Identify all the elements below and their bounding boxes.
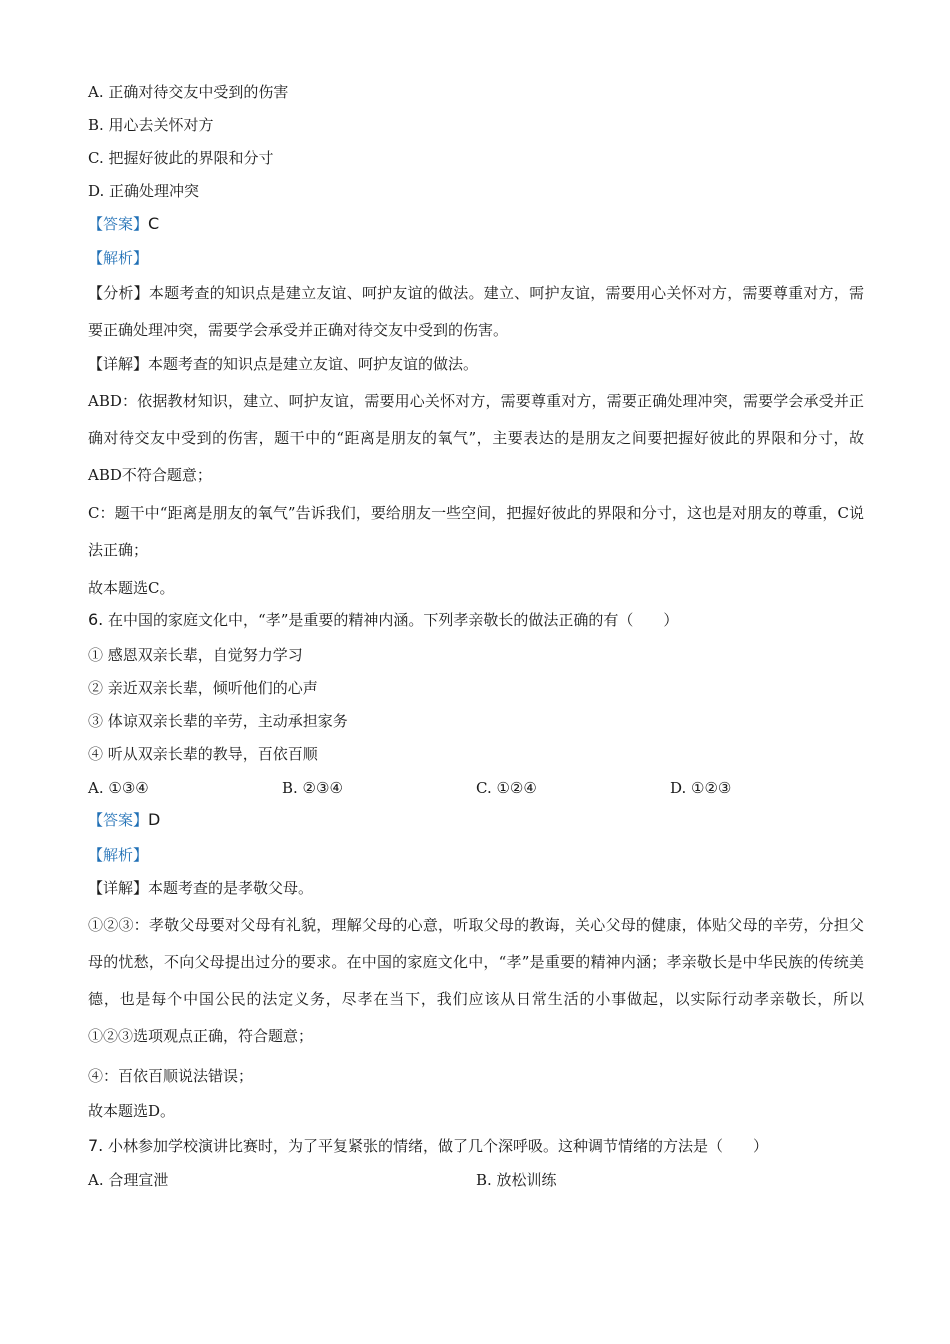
q6-option-c: C. ①②④ — [476, 779, 537, 797]
q6-number: 6. — [88, 610, 104, 629]
q5-option-d: D. 正确处理冲突 — [88, 182, 200, 200]
q5-conclusion: 故本题选C。 — [88, 579, 175, 597]
answer-tag: 【答案】 — [88, 811, 149, 829]
q5-option-c: C. 把握好彼此的界限和分寸 — [88, 149, 274, 167]
q6-item-4: ④ 听从双亲长辈的教导，百依百顺 — [88, 745, 318, 763]
q6-answer-line — [88, 810, 160, 830]
q7-stem-line — [88, 1136, 768, 1156]
q5-xiangjie: 【详解】本题考查的知识点是建立友谊、呵护友谊的做法。 — [88, 355, 479, 373]
q6-xiangjie: 【详解】本题考查的是孝敬父母。 — [88, 879, 314, 897]
q7-stem: 小林参加学校演讲比赛时，为了平复紧张的情绪，做了几个深呼吸。这种调节情绪的方法是（ ） — [108, 1137, 769, 1155]
q5-analysis-tag — [88, 248, 148, 268]
q5-answer-line — [88, 214, 159, 234]
analysis-tag: 【解析】 — [88, 846, 149, 864]
q7-option-a: A. 合理宣泄 — [88, 1171, 169, 1189]
q6-option-b: B. ②③④ — [282, 779, 343, 797]
q6-item-1: ① 感恩双亲长辈，自觉努力学习 — [88, 646, 303, 664]
q6-option-a: A. ①③④ — [88, 779, 149, 797]
q6-item-2: ② 亲近双亲长辈，倾听他们的心声 — [88, 679, 318, 697]
q6-stem-line — [88, 610, 678, 630]
answer-tag: 【答案】 — [88, 215, 149, 233]
analysis-tag: 【解析】 — [88, 249, 149, 267]
q5-option-b: B. 用心去关怀对方 — [88, 116, 214, 134]
q6-item-3: ③ 体谅双亲长辈的辛劳，主动承担家务 — [88, 712, 348, 730]
q7-number: 7. — [88, 1136, 104, 1155]
answer-value: C — [148, 214, 160, 233]
q5-option-a: A. 正确对待交友中受到的伤害 — [88, 83, 289, 101]
fenxi-tag: 【分析】 — [88, 284, 149, 302]
q6-stem: 在中国的家庭文化中，“孝”是重要的精神内涵。下列孝亲敬长的做法正确的有（ ） — [108, 611, 679, 629]
q6-option-d: D. ①②③ — [670, 779, 732, 797]
q7-option-b: B. 放松训练 — [476, 1171, 557, 1189]
q6-explanation-123: ①②③：孝敬父母要对父母有礼貌，理解父母的心意，听取父母的教诲，关心父母的健康，体贴父母的辛劳，分担父母的忧愁，不向父母提出过分的要求。在中国的家庭文化中，“孝”是重要的精神内涵；孝亲敬长是中华民族的传统美德，也是每个中国公民的法定义务，尽孝在当下，我们应该从日常生活的小事做起，以实际行动孝亲敬长，所以①②③选项观点正确，符合题意； — [88, 916, 864, 1045]
q5-fenxi-paragraph — [88, 275, 864, 349]
q6-explanation-4: ④：百依百顺说法错误； — [88, 1067, 254, 1085]
q6-conclusion: 故本题选D。 — [88, 1102, 176, 1120]
q5-c-explanation: C：题干中“距离是朋友的氧气”告诉我们，要给朋友一些空间，把握好彼此的界限和分寸，这也是对朋友的尊重，C说法正确； — [88, 504, 864, 559]
answer-value: D — [148, 810, 161, 829]
q5-abd-explanation: ABD：依据教材知识，建立、呵护友谊，需要用心关怀对方，需要尊重对方，需要正确处理冲突，需要学会承受并正确对待交友中受到的伤害，题干中的“距离是朋友的氧气”，主要表达的是朋友之间要把握好彼此的界限和分寸，故ABD不符合题意； — [88, 392, 864, 484]
fenxi-text: 本题考查的知识点是建立友谊、呵护友谊的做法。建立、呵护友谊，需要用心关怀对方，需要尊重对方，需要正确处理冲突，需要学会承受并正确对待交友中受到的伤害。 — [88, 284, 864, 339]
q6-analysis-tag — [88, 845, 148, 865]
